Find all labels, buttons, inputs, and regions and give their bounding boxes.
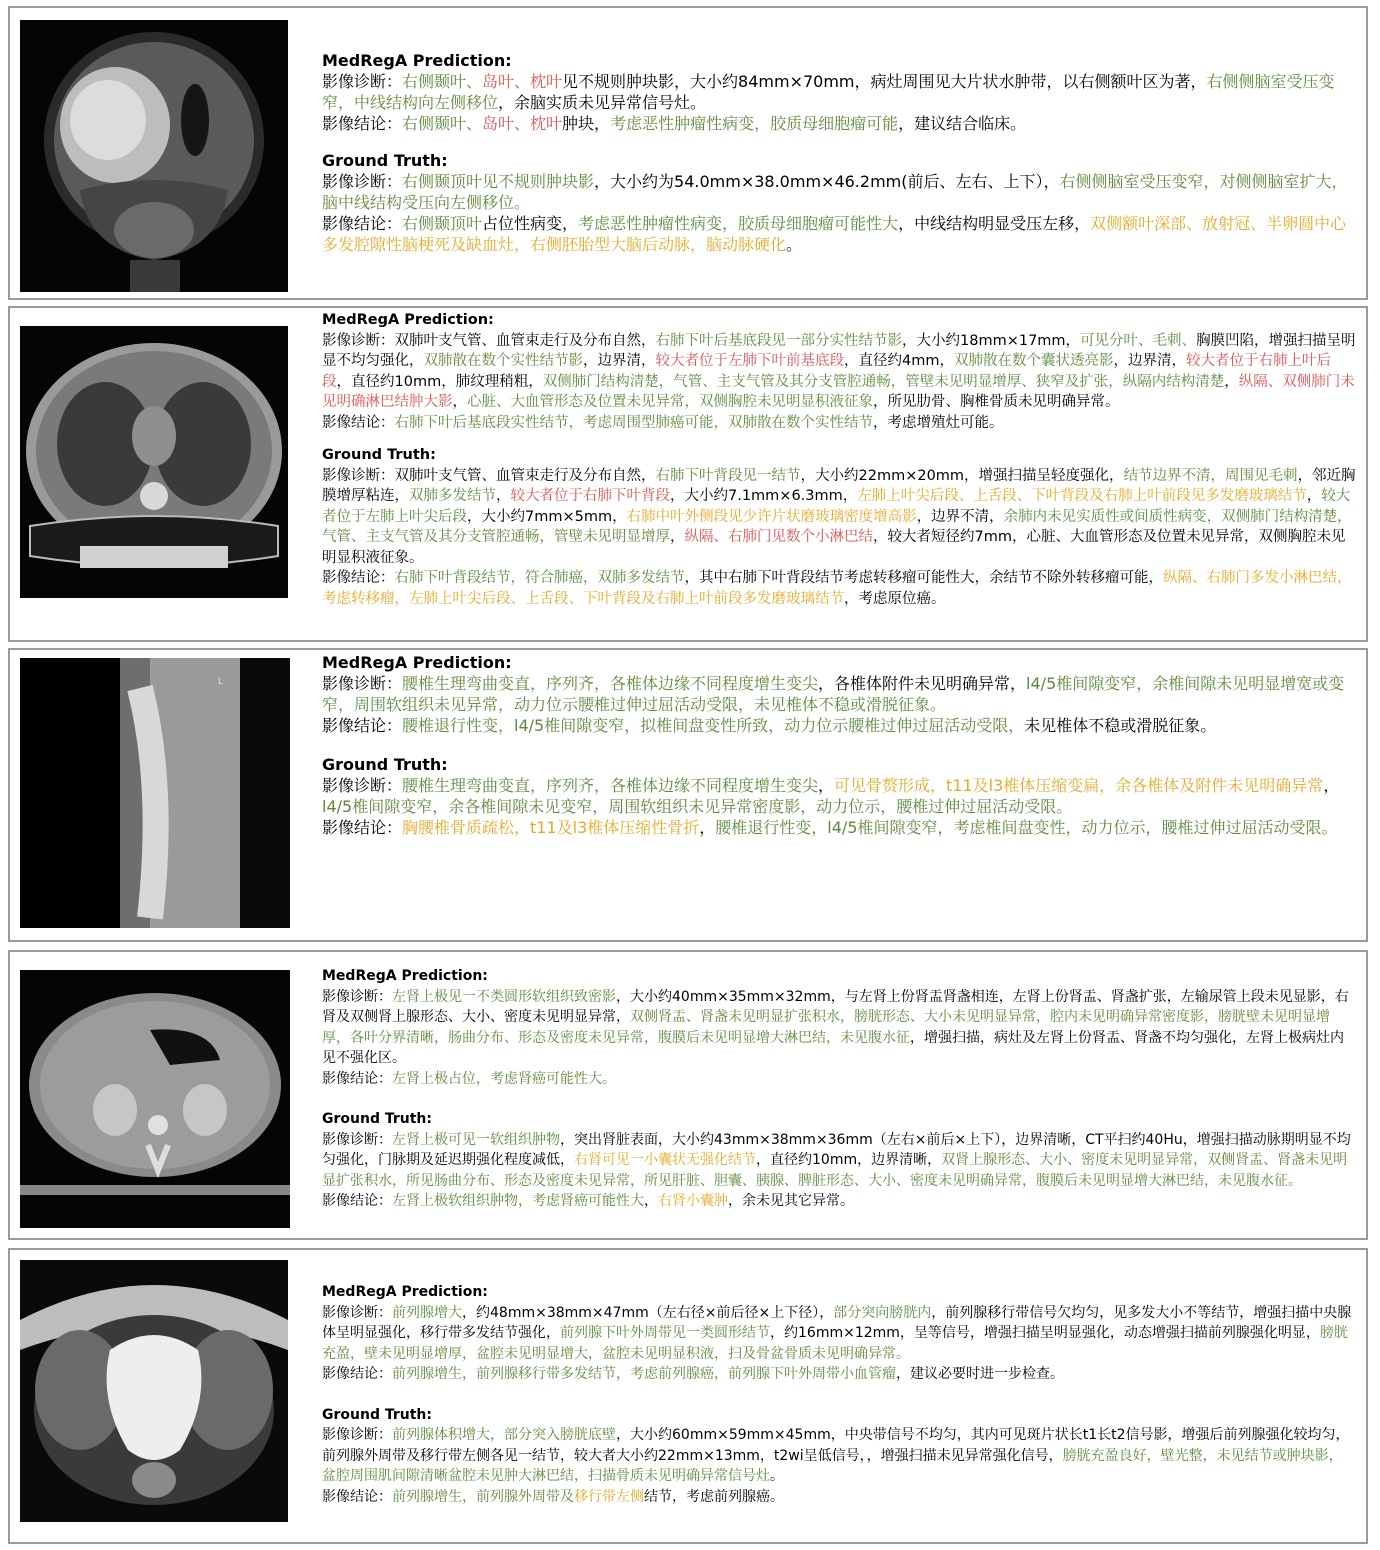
- text-segment: 影像诊断：: [322, 776, 403, 795]
- pred-diagnosis: [322, 673, 1356, 715]
- text-segment: 可见骨赘形成，t11及l3椎体压缩变扁，余各椎体及附件未见明确异常: [834, 776, 1324, 795]
- text-segment: ，直径约10mm，肺纹理稍粗，: [336, 373, 543, 390]
- text-segment: ，直径约10mm，边界清晰，: [756, 1152, 942, 1168]
- text-segment: 岛叶、枕叶: [482, 114, 563, 133]
- text-segment: 双侧额叶深部、放射冠、半卵圆中心多发腔隙性脑梗死及缺血灶，右侧胚胎型大脑后动脉，脑动脉硬化: [322, 214, 1347, 254]
- gt-diagnosis: [322, 466, 1356, 569]
- text-segment: 影像结论：: [322, 1366, 392, 1382]
- text-segment: 心脏、大血管形态及位置未见异常，双侧胸腔未见明显积液征象: [467, 394, 873, 410]
- gt-conclusion: [322, 1487, 1356, 1508]
- prediction-heading: MedRegA Prediction:: [322, 968, 488, 984]
- gt-diagnosis: [322, 775, 1356, 817]
- text-segment: 影像结论：: [322, 1070, 392, 1087]
- text-segment: 左肾上极见一不类圆形软组织致密影: [392, 988, 616, 1005]
- text-segment: 右肺下叶后基底段见一部分实性结节影: [655, 332, 902, 349]
- ground-truth-heading: Ground Truth:: [322, 447, 436, 463]
- text-segment: 影像结论：: [322, 114, 403, 133]
- pelvis-mri-drawing: [20, 1260, 288, 1522]
- text-segment: 双肾上腺形态、大小、密度未见明显异常，双侧肾盂、肾盏未见明显扩张积水，所见肠曲分布、形态及密度未见异常，所见肝脏、胆囊、胰腺、脾脏形态、大小、密度未见明确异常，腹膜后未见明显增大淋巴结，未见腹水征。: [322, 1152, 1348, 1189]
- text-segment: ，: [818, 776, 835, 795]
- text-segment: 未见椎体不稳或滑脱征象。: [1024, 716, 1217, 735]
- text-segment: 影像结论：: [322, 414, 395, 431]
- text-segment: 前列腺增生，前列腺外周带及: [392, 1488, 574, 1505]
- text-segment: ，: [1323, 776, 1340, 795]
- ground-truth-heading: Ground Truth:: [322, 755, 448, 774]
- text-segment: 双侧肺门结构清楚，气管、主支气管及其分支管腔通畅，管壁未见明显增厚、狭窄及扩张，纵隔内结构清楚: [542, 373, 1225, 390]
- text-segment: l4/5椎间隙变窄，余各椎间隙未见变窄，周围软组织未见异常密度影，动力位示，腰椎过伸过屈活动受限。: [322, 797, 1073, 816]
- text-segment: 影像诊断：: [322, 72, 403, 91]
- text-segment: 胸腰椎骨质疏松，t11及l3椎体压缩性骨折: [402, 818, 700, 837]
- text-segment: 考虑恶性肿瘤性病变，胶质母细胞瘤可能性大: [578, 214, 899, 233]
- text-segment: ，增强扫描，病灶及左肾上份肾盂、肾盏不均匀强化，左肾上极病灶内见不强化区。: [322, 1029, 1344, 1066]
- text-segment: 较大者位于左肺下叶前基底段: [655, 353, 844, 369]
- text-segment: 较大者位于右肺下叶背段: [510, 488, 670, 504]
- text-segment: ，余未见其它异常。: [728, 1193, 854, 1209]
- text-segment: 腰椎退行性变，l4/5椎间隙变窄，考虑椎间盘变性，动力位示，腰椎过伸过屈活动受限。: [715, 818, 1338, 837]
- brain-mri-image: [20, 20, 288, 292]
- text-segment: 纵隔、右肺门见数个小淋巴结: [684, 529, 873, 545]
- text-segment: 腰椎生理弯曲变直，序列齐，各椎体边缘不同程度增生变尖: [402, 674, 819, 693]
- text-segment: ，大小约60mm×59mm×45mm，中央带信号不均匀，其内可见斑片状长t1长t2信号影，增强后前列腺强化较均匀，前列腺外周带及移行带左侧各见一结节，较大者大小约22mm×13mm，t2wi呈低信号，，增强扫描未见异常强化信号，: [322, 1427, 1350, 1464]
- case-panel-3: [8, 648, 1368, 942]
- text-segment: 膀胱充盈，壁未见明显增厚，盆腔未见明显增大，盆腔未见明显积液，扫及骨盆骨质未见明确异常。: [322, 1325, 1348, 1362]
- text-segment: 。: [786, 235, 803, 254]
- text-segment: 影像结论：: [322, 570, 395, 586]
- text-segment: 双侧肾盂、肾盏未见明显扩张积水，膀胱形态、大小未见明显异常，腔内未见明确异常密度影，膀胱壁未见明显增厚，各叶分界清晰，肠曲分布、形态及密度未见异常，腹膜后未见明显增大淋巴结，未见腹水征: [322, 1009, 1330, 1046]
- pelvis-mri-image: [20, 1260, 288, 1522]
- orientation-marker: L: [218, 677, 224, 687]
- text-segment: 影像结论：: [322, 1193, 392, 1209]
- text-segment: ，边界不清，: [916, 508, 1004, 525]
- text-segment: 影像诊断：双肺叶支气管、血管束走行及分布自然，: [322, 332, 656, 349]
- text-segment: 右侧颞叶、: [402, 72, 483, 91]
- text-segment: 右肺下叶背段结节，符合肺癌，双肺多发结节: [394, 570, 685, 586]
- prediction-heading: MedRegA Prediction:: [322, 1284, 488, 1300]
- text-segment: 岛叶、枕叶: [482, 72, 563, 91]
- gt-diagnosis: [322, 171, 1356, 213]
- text-segment: ，所见肋骨、胸椎骨质未见明确异常。: [873, 394, 1120, 410]
- spine-xray-image: [20, 658, 290, 928]
- text-segment: ，各椎体附件未见明确异常，: [818, 674, 1027, 693]
- ground-truth-heading: Ground Truth:: [322, 1406, 432, 1423]
- text-segment: 影像诊断：: [322, 1304, 392, 1321]
- text-segment: ，边界清，: [583, 353, 656, 369]
- abdomen-ct-image: [20, 970, 290, 1228]
- prediction-heading: MedRegA Prediction:: [322, 312, 494, 328]
- text-segment: 纵隔、双侧肺门未见明确淋巴结肿大影: [322, 373, 1355, 410]
- text-segment: 。: [770, 1468, 784, 1484]
- text-segment: ，大小约7mm×5mm，: [467, 508, 627, 525]
- chest-ct-drawing: [20, 326, 288, 598]
- text-segment: 腰椎退行性变，l4/5椎间隙变窄，拟椎间盘变性所致，动力位示腰椎过伸过屈活动受限，: [402, 716, 1025, 735]
- text-segment: ，大小约22mm×20mm，增强扫描呈轻度强化，: [800, 467, 1124, 484]
- brain-mri-drawing: [20, 20, 288, 292]
- text-segment: 结节边界不清，周围见毛刺: [1123, 467, 1298, 484]
- text-segment: 双肺多发结节: [409, 488, 496, 504]
- text-segment: 影像结论：: [322, 818, 403, 837]
- text-segment: 纵隔、右肺门多发小淋巴结，考虑转移瘤，左肺上叶尖后段、上舌段、下叶背段及右肺上叶前段多发磨玻璃结节: [322, 570, 1352, 607]
- text-segment: ，考虑原位癌。: [844, 590, 946, 607]
- prediction-heading: MedRegA Prediction:: [322, 51, 512, 70]
- text-segment: 双肺散在数个囊状透亮影: [953, 353, 1114, 369]
- text-segment: ，余脑实质未见异常信号灶。: [498, 93, 707, 112]
- text-segment: 影像结论：: [322, 214, 403, 233]
- text-segment: 见不规则肿块影，大小约84mm×70mm，病灶周围见大片状水肿带，以右侧额叶区为著，: [562, 72, 1207, 91]
- text-segment: ，考虑增殖灶可能。: [873, 414, 1004, 431]
- text-segment: 腰椎生理弯曲变直，序列齐，各椎体边缘不同程度增生变尖: [402, 776, 819, 795]
- text-segment: 影像诊断：: [322, 172, 403, 191]
- pred-diagnosis: [322, 1303, 1356, 1365]
- case-panel-4: [8, 950, 1368, 1240]
- text-segment: ，: [644, 1193, 658, 1209]
- text-segment: 肿块，: [562, 114, 611, 133]
- text-segment: 左肾上极软组织肿物，考虑肾癌可能性大: [392, 1193, 644, 1209]
- text-segment: ，: [496, 488, 511, 504]
- text-segment: ，其中右肺下叶背段结节考虑转移瘤可能性大，余结节不除外转移瘤可能，: [684, 570, 1163, 586]
- case-text-4: [322, 966, 1356, 1212]
- text-segment: 胸膜凹陷，增强扫描呈明显不均匀强化，: [322, 332, 1356, 369]
- text-segment: ，较大者短径约7mm，心脏、大血管形态及位置未见异常，双侧胸腔未见明显积液征象。: [322, 529, 1346, 566]
- text-segment: 双肺散在数个实性结节影: [423, 353, 583, 369]
- text-segment: ，: [1224, 373, 1239, 390]
- case-text-2: [322, 310, 1356, 609]
- text-segment: ，大小约40mm×35mm×32mm，与左肾上份肾盂肾盏相连，左肾上份肾盂、肾盏扩张，左输尿管上段未见显影，右肾及双侧肾上腺形态、大小、密度未见明显异常，: [322, 988, 1349, 1025]
- text-segment: ，约16mm×12mm，呈等信号，增强扫描呈明显强化，动态增强扫描前列腺强化明显，: [770, 1325, 1320, 1341]
- text-segment: ，边界清，: [1113, 353, 1186, 369]
- text-segment: ，中线结构明显受压左移，: [898, 214, 1091, 233]
- ground-truth-heading: Ground Truth:: [322, 151, 448, 170]
- text-segment: ，建议必要时进一步检查。: [896, 1366, 1064, 1382]
- gt-diagnosis: [322, 1425, 1356, 1487]
- pred-conclusion: [322, 715, 1356, 736]
- text-segment: ，: [452, 394, 467, 410]
- text-segment: 影像诊断：: [322, 1131, 392, 1148]
- pred-diagnosis: [322, 71, 1356, 113]
- pred-conclusion: [322, 113, 1356, 134]
- text-segment: ，建议结合临床。: [898, 114, 1027, 133]
- pred-diagnosis: [322, 987, 1356, 1069]
- text-segment: 前列腺下叶外周带见一类圆形结节: [560, 1325, 770, 1341]
- text-segment: 左肺上叶尖后段、上舌段、下叶背段及右肺上叶前段见多发磨玻璃结节: [857, 488, 1307, 504]
- text-segment: 右肾可见一小囊状无强化结节: [574, 1152, 756, 1168]
- text-segment: ，: [1306, 488, 1322, 504]
- text-segment: ，邻近胸膜增厚粘连，: [322, 467, 1356, 504]
- text-segment: ，前列腺移行带信号欠均匀，见多发大小不等结节，增强扫描中央腺体呈明显强化，移行带多发结节强化，: [322, 1304, 1352, 1341]
- spine-xray-drawing: [20, 658, 290, 928]
- gt-conclusion: [322, 213, 1356, 255]
- text-segment: 左肾上极占位，考虑肾癌可能性大。: [392, 1070, 616, 1087]
- text-segment: 影像诊断：: [322, 988, 392, 1005]
- pred-conclusion: [322, 1364, 1356, 1385]
- chest-ct-image: [20, 326, 288, 598]
- text-segment: ，: [699, 818, 716, 837]
- prediction-heading: MedRegA Prediction:: [322, 653, 512, 672]
- gt-diagnosis: [322, 1130, 1356, 1192]
- text-segment: ，大小约7.1mm×6.3mm，: [670, 488, 858, 504]
- text-segment: 移行带左侧: [574, 1488, 644, 1505]
- text-segment: 右侧颞顶叶见不规则肿块影: [402, 172, 595, 191]
- text-segment: 结节，考虑前列腺癌。: [644, 1488, 784, 1505]
- text-segment: ，大小约18mm×17mm，: [902, 332, 1081, 349]
- text-segment: 考虑恶性肿瘤性病变，胶质母细胞瘤可能: [610, 114, 899, 133]
- case-text-5: [322, 1282, 1356, 1507]
- gt-conclusion: [322, 568, 1356, 609]
- abdomen-ct-drawing: [20, 970, 290, 1228]
- ground-truth-heading: Ground Truth:: [322, 1111, 432, 1127]
- gt-conclusion: [322, 1191, 1356, 1212]
- case-panel-2: [8, 306, 1368, 642]
- text-segment: l4/5椎间隙变窄，余椎间隙未见明显增宽或变窄，周围软组织未见异常，动力位示腰椎过伸过屈活动受限，未见椎体不稳或滑脱征象。: [322, 674, 1345, 714]
- text-segment: 余肺内未见实质性或间质性病变，双侧肺门结构清楚，气管、主支气管及其分支管腔通畅，管壁未见明显增厚: [322, 508, 1352, 545]
- text-segment: 占位性病变，: [482, 214, 579, 233]
- text-segment: 右侧颞叶、: [402, 114, 483, 133]
- case-panel-5: [8, 1248, 1368, 1544]
- text-segment: ，突出肾脏表面，大小约43mm×38mm×36mm（左右×前后×上下），边界清晰，CT平扫约40Hu，增强扫描动脉期明显不均匀强化，门脉期及延迟期强化程度减低，: [322, 1131, 1351, 1168]
- text-segment: 影像结论：: [322, 716, 403, 735]
- text-segment: 较大者位于右肺上叶后段: [322, 353, 1331, 390]
- case-panel-1: [8, 6, 1368, 300]
- pred-diagnosis: [322, 331, 1356, 413]
- pred-conclusion: [322, 413, 1356, 434]
- case-text-3: [322, 652, 1356, 838]
- text-segment: 右肺下叶背段见一结节: [655, 467, 801, 484]
- gt-conclusion: [322, 817, 1356, 838]
- text-segment: 膀胱充盈良好，壁光整，未见结节或肿块影，盆腔周围肌间隙清晰盆腔未见肿大淋巴结，扫描骨质未见明确异常信号灶: [322, 1447, 1343, 1484]
- pred-conclusion: [322, 1069, 1356, 1090]
- text-segment: ，直径约4mm，: [844, 353, 954, 369]
- text-segment: 影像结论：: [322, 1488, 392, 1505]
- text-segment: 右侧侧脑室受压变窄，对侧侧脑室扩大，脑中线结构受压向左侧移位。: [322, 172, 1348, 212]
- text-segment: 左肾上极可见一软组织肿物: [392, 1131, 560, 1148]
- text-segment: ，: [670, 529, 685, 545]
- text-segment: 影像诊断：: [322, 1427, 392, 1443]
- case-text-1: [322, 50, 1356, 255]
- text-segment: 较大者位于左肺上叶尖后段: [322, 488, 1351, 525]
- text-segment: 右肾小囊肿: [658, 1193, 728, 1209]
- text-segment: 前列腺增生，前列腺移行带多发结节，考虑前列腺癌，前列腺下叶外周带小血管瘤: [392, 1366, 896, 1382]
- text-segment: 右侧颞顶叶: [402, 214, 483, 233]
- text-segment: 影像诊断：双肺叶支气管、血管束走行及分布自然，: [322, 467, 656, 484]
- text-segment: ，约48mm×38mm×47mm（左右径×前后径×上下径），: [462, 1304, 834, 1321]
- text-segment: 前列腺体积增大，部分突入膀胱底壁: [392, 1427, 616, 1443]
- text-segment: 右肺中叶外侧段见少许片状磨玻璃密度增高影: [626, 508, 917, 525]
- text-segment: 右侧侧脑室受压变窄，中线结构向左侧移位: [322, 72, 1335, 112]
- text-segment: 影像诊断：: [322, 674, 403, 693]
- text-segment: 部分突向膀胱内: [833, 1304, 932, 1321]
- text-segment: 前列腺增大: [392, 1304, 462, 1321]
- text-segment: 右肺下叶后基底段实性结节，考虑周围型肺癌可能，双肺散在数个实性结节: [394, 414, 873, 431]
- text-segment: 可见分叶、毛刺、: [1080, 332, 1197, 349]
- text-segment: ，大小约为54.0mm×38.0mm×46.2mm(前后、左右、上下），: [594, 172, 1060, 191]
